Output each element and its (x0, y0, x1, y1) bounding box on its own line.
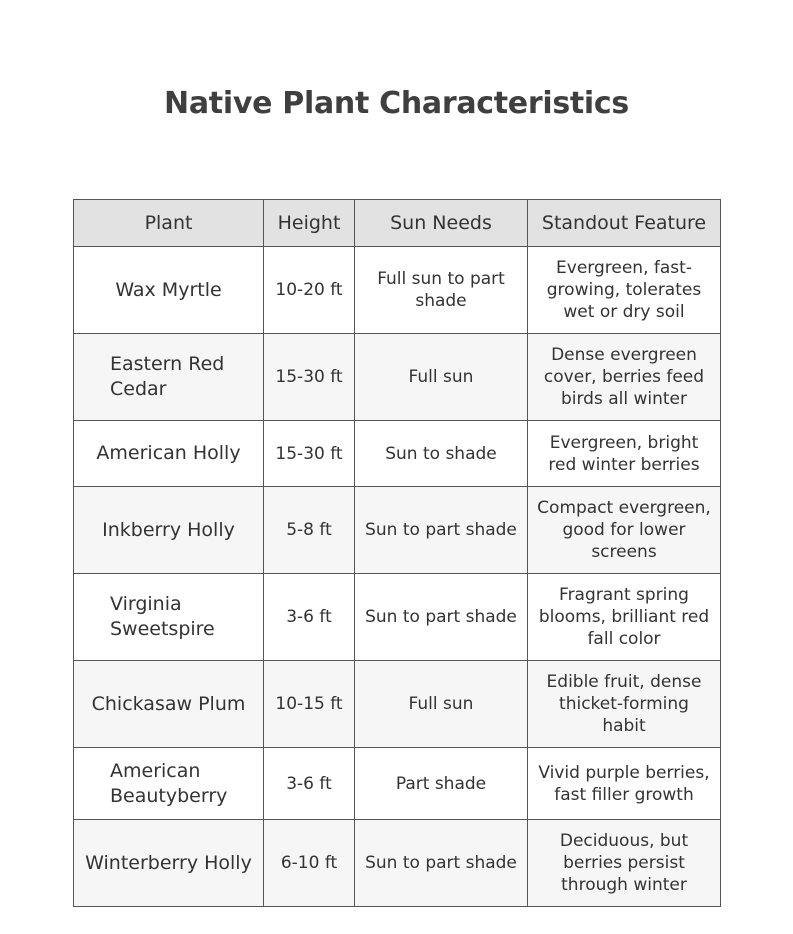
column-header-standout-feature: Standout Feature (528, 200, 721, 247)
cell-plant: American Beautyberry (74, 748, 264, 820)
cell-plant: Winterberry Holly (74, 820, 264, 907)
table-row (74, 661, 721, 748)
cell-standout-feature: Deciduous, but berries persist through winter (528, 820, 721, 907)
cell-height: 3-6 ft (264, 574, 355, 661)
cell-plant: Eastern Red Cedar (74, 334, 264, 421)
cell-plant: Inkberry Holly (74, 487, 264, 574)
cell-height: 15-30 ft (264, 421, 355, 487)
table-row (74, 487, 721, 574)
table-header-row (74, 200, 721, 247)
cell-sun-needs: Sun to part shade (355, 574, 528, 661)
column-header-height: Height (264, 200, 355, 247)
cell-sun-needs: Sun to part shade (355, 820, 528, 907)
table-row (74, 748, 721, 820)
cell-sun-needs: Part shade (355, 748, 528, 820)
cell-height: 6-10 ft (264, 820, 355, 907)
cell-standout-feature: Vivid purple berries, fast filler growth (528, 748, 721, 820)
page-title: Native Plant Characteristics (164, 86, 629, 121)
cell-sun-needs: Full sun to part shade (355, 247, 528, 334)
cell-height: 10-20 ft (264, 247, 355, 334)
plant-table (73, 199, 721, 907)
table-row (74, 820, 721, 907)
cell-standout-feature: Compact evergreen, good for lower screens (528, 487, 721, 574)
cell-standout-feature: Evergreen, bright red winter berries (528, 421, 721, 487)
table-row (74, 574, 721, 661)
table-row (74, 421, 721, 487)
cell-standout-feature: Fragrant spring blooms, brilliant red fall color (528, 574, 721, 661)
cell-sun-needs: Sun to shade (355, 421, 528, 487)
cell-height: 5-8 ft (264, 487, 355, 574)
table-row (74, 334, 721, 421)
cell-height: 15-30 ft (264, 334, 355, 421)
cell-plant: Wax Myrtle (74, 247, 264, 334)
column-header-sun-needs: Sun Needs (355, 200, 528, 247)
cell-plant: Virginia Sweetspire (74, 574, 264, 661)
column-header-plant: Plant (74, 200, 264, 247)
cell-standout-feature: Edible fruit, dense thicket-forming habit (528, 661, 721, 748)
cell-height: 10-15 ft (264, 661, 355, 748)
cell-sun-needs: Sun to part shade (355, 487, 528, 574)
table-row (74, 247, 721, 334)
cell-plant: Chickasaw Plum (74, 661, 264, 748)
cell-sun-needs: Full sun (355, 334, 528, 421)
cell-standout-feature: Evergreen, fast-growing, tolerates wet or dry soil (528, 247, 721, 334)
cell-plant: American Holly (74, 421, 264, 487)
cell-standout-feature: Dense evergreen cover, berries feed birds all winter (528, 334, 721, 421)
cell-height: 3-6 ft (264, 748, 355, 820)
cell-sun-needs: Full sun (355, 661, 528, 748)
